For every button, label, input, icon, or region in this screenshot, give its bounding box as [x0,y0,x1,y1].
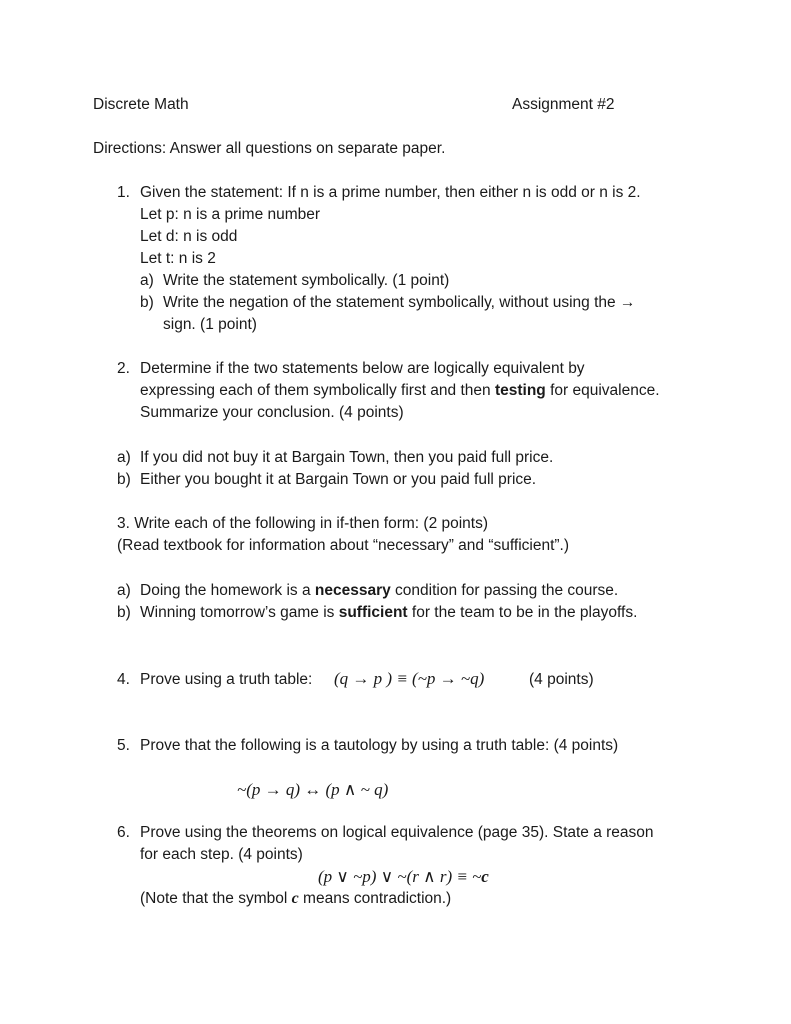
q2-line2-post: for equivalence. [545,382,660,399]
q3-b-pre: Winning tomorrow’s game is [140,604,339,621]
q1-b-text-cont: sign. (1 point) [163,316,257,333]
q5-number: 5. [117,737,130,754]
course-title: Discrete Math [93,96,189,113]
q6-formula-main: (p ∨ ~p) ∨ ~(r ∧ r) ≡ ~ [318,867,482,886]
q3-sufficient-bold: sufficient [338,604,408,621]
q6-formula [318,866,489,888]
q6-note [140,888,451,910]
q1-a-text: Write the statement symbolically. (1 point) [163,272,450,289]
q4-points: (4 points) [529,671,594,688]
q2-line1: Determine if the two statements below are logically equivalent by [140,360,585,377]
q6-line1: Prove using the theorems on logical equivalence (page 35). State a reason [140,824,654,841]
q1-b-text: Write the negation of the statement symbolically, without using the → [163,294,636,311]
q2-b-text: Either you bought it at Bargain Town or you paid full price. [140,471,537,488]
q3-stem: 3. Write each of the following in if-then form: (2 points) [117,515,489,532]
q2-line3: Summarize your conclusion. (4 points) [140,404,404,421]
q4-formula: (q → p ) ≡ (~p → ~q) [334,669,485,688]
q6-note-post: means contradiction.) [298,890,452,907]
q2-number: 2. [117,360,130,377]
q2-line2-pre: expressing each of them symbolically first and then [140,382,495,399]
q2-a-label: a) [117,449,131,466]
q2-line2 [140,380,660,402]
q1-let-t: Let t: n is 2 [140,250,216,267]
q2-b-label: b) [117,471,131,488]
q6-note-pre: (Note that the symbol [140,890,292,907]
q5-text: Prove that the following is a tautology by using a truth table: (4 points) [140,737,619,754]
q4-text: Prove using a truth table: [140,671,313,688]
q3-necessary-bold: necessary [314,582,391,599]
q3-b-label: b) [117,604,131,621]
q3-a-post: condition for passing the course. [390,582,619,599]
q3-a-text [140,580,618,602]
q1-a-label: a) [140,272,154,289]
q2-a-text: If you did not buy it at Bargain Town, then you paid full price. [140,449,554,466]
q3-note: (Read textbook for information about “necessary” and “sufficient”.) [117,537,570,554]
q6-number: 6. [117,824,130,841]
q1-stem: Given the statement: If n is a prime number, then either n is odd or n is 2. [140,184,641,201]
q3-b-text [140,602,637,624]
q1-let-p: Let p: n is a prime number [140,206,321,223]
q2-testing-bold: testing [494,382,546,399]
q4-number: 4. [117,671,130,688]
q6-formula-contradiction: c [481,867,489,886]
q3-a-pre: Doing the homework is a [140,582,315,599]
q1-b-label: b) [140,294,154,311]
directions: Directions: Answer all questions on separate paper. [93,140,446,157]
q5-formula: ~(p → q) ↔ (p ∧ ~ q) [237,780,389,799]
q6-line2: for each step. (4 points) [140,846,303,863]
q3-b-post: for the team to be in the playoffs. [407,604,638,621]
q6-note-symbol: c [291,890,299,907]
q1-number: 1. [117,184,130,201]
q1-let-d: Let d: n is odd [140,228,238,245]
assignment-title: Assignment #2 [512,96,615,113]
q3-a-label: a) [117,582,131,599]
